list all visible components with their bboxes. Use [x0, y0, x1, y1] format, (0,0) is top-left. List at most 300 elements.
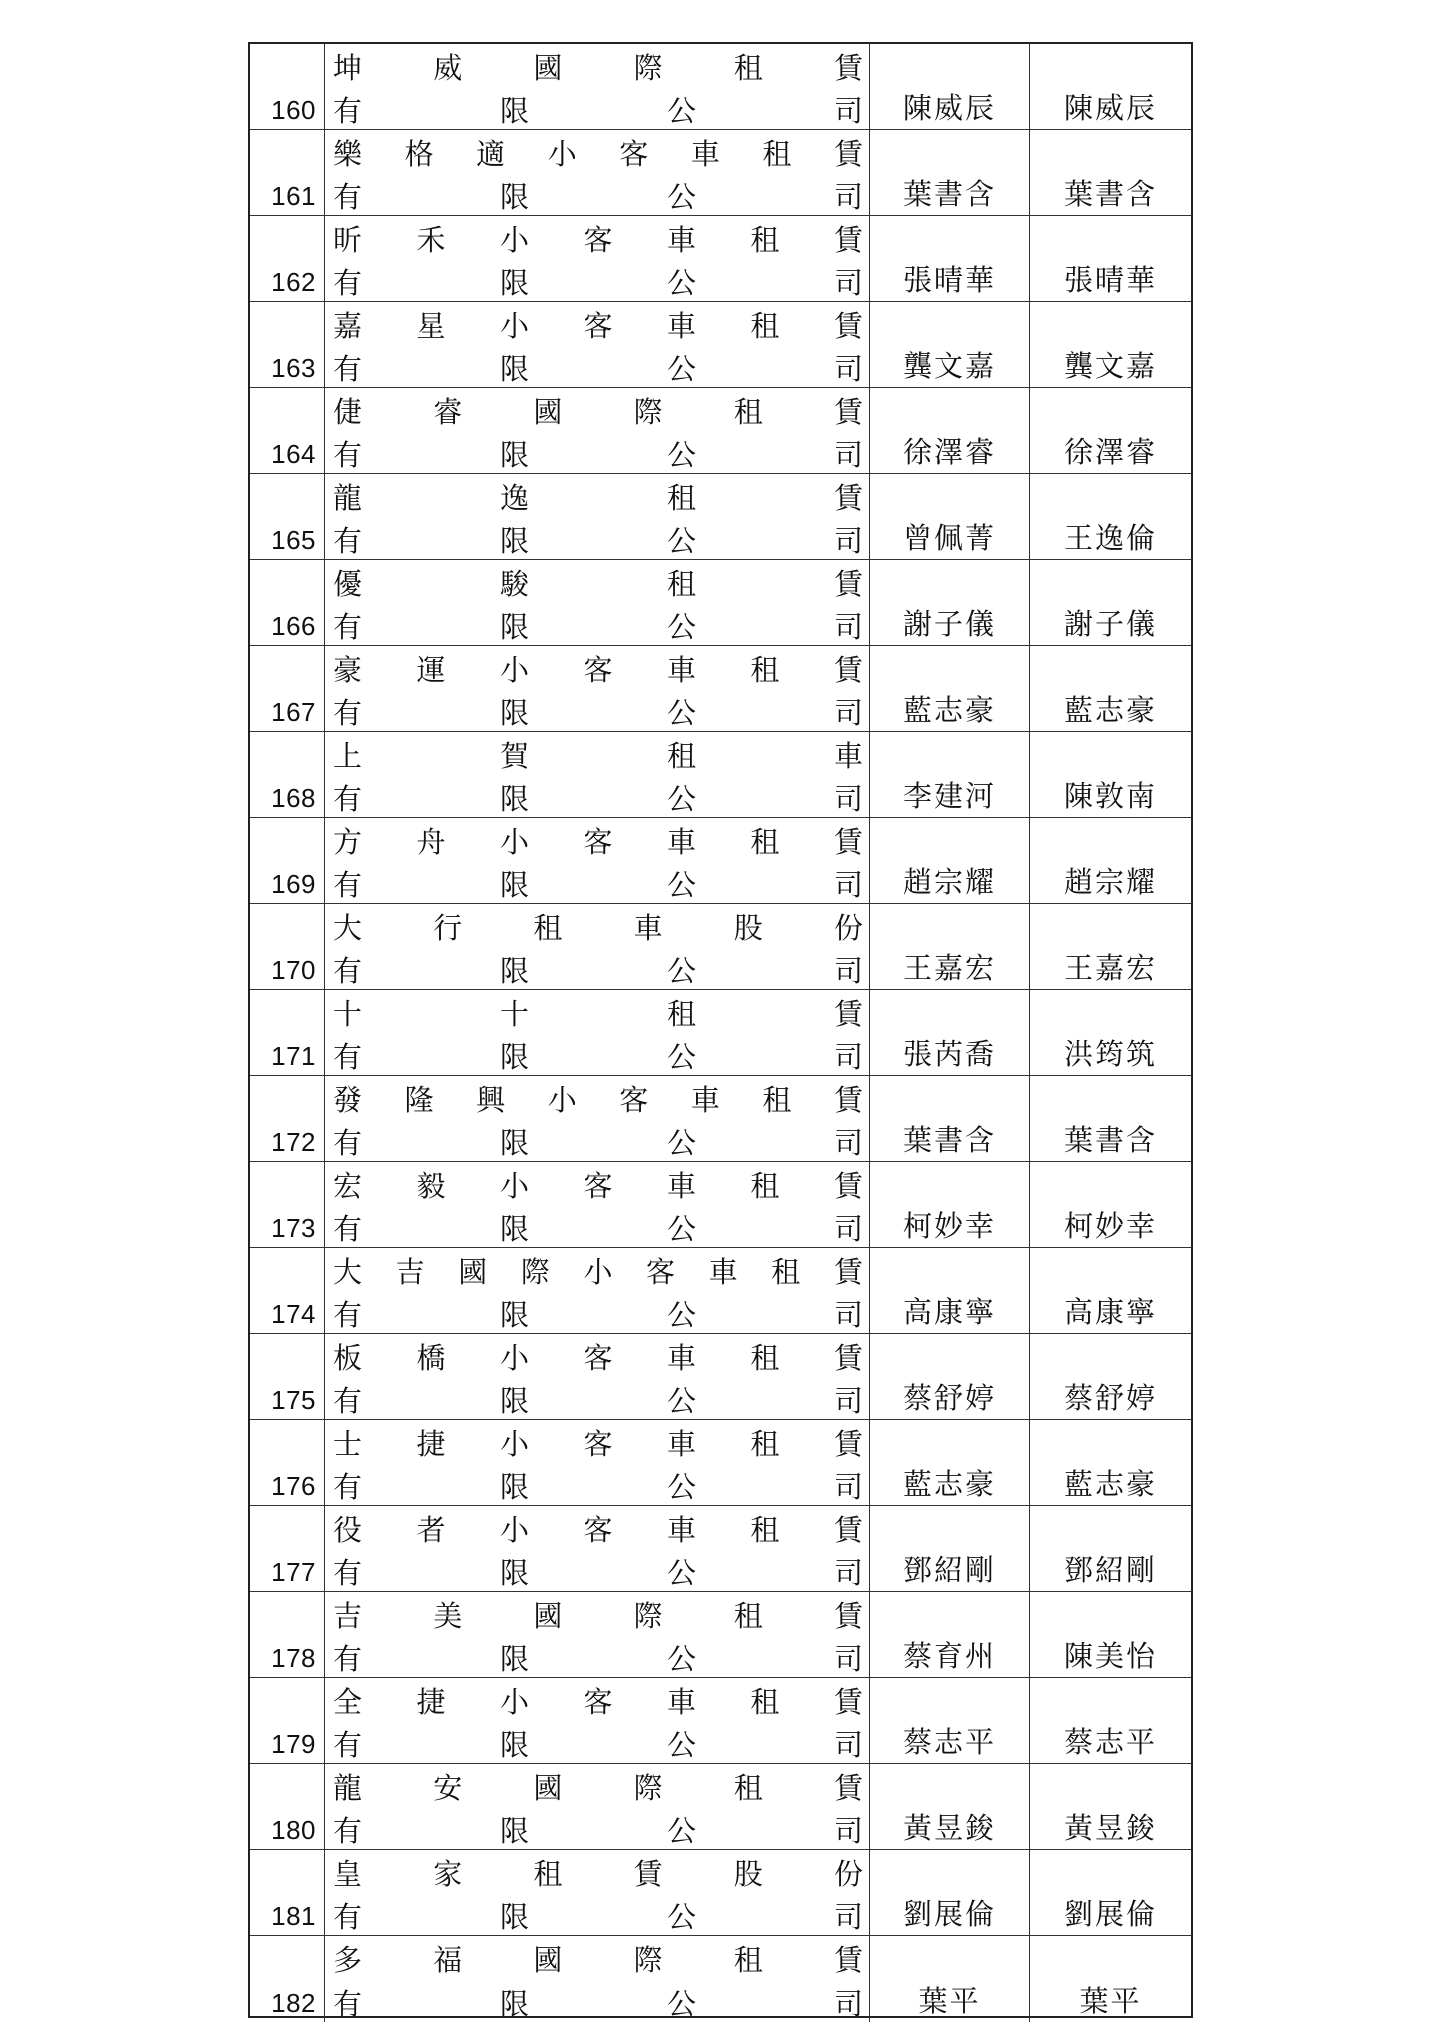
- representative-name: 陳威辰: [902, 91, 996, 125]
- company-name-char: 福: [433, 1942, 463, 1977]
- company-name-cell: [325, 1506, 870, 1591]
- company-name-char: 租: [750, 1684, 780, 1719]
- company-name-char: 限: [499, 1383, 529, 1418]
- company-name-char: 公: [666, 609, 696, 644]
- company-name-char: 賃: [833, 394, 863, 429]
- row-number-cell: [250, 1678, 325, 1763]
- company-name-char: 客: [583, 1340, 613, 1375]
- company-name-cell: [325, 646, 870, 731]
- company-name-char: 司: [833, 1727, 863, 1762]
- company-name-char: 賃: [833, 136, 863, 171]
- company-name-cell: [325, 1764, 870, 1849]
- representative-name: 鄧紹剛: [902, 1553, 996, 1587]
- company-name-char: 有: [333, 1383, 363, 1418]
- company-name-char: 限: [499, 1211, 529, 1246]
- row-number-cell: [250, 1592, 325, 1677]
- company-name-char: 公: [666, 695, 696, 730]
- company-name-char: 租: [750, 824, 780, 859]
- company-name-char: 大: [333, 910, 363, 945]
- representative-cell: [870, 1506, 1030, 1591]
- company-name-line-1: [333, 304, 863, 344]
- company-name-char: 租: [750, 1340, 780, 1375]
- signatory-name: 黃昱鋑: [1063, 1811, 1157, 1845]
- row-number: 174: [271, 1299, 316, 1329]
- company-name-char: 賃: [833, 652, 863, 687]
- company-name-char: 賃: [633, 1856, 663, 1891]
- signatory-name: 藍志豪: [1063, 693, 1157, 727]
- signatory-name: 趙宗耀: [1063, 865, 1157, 899]
- company-name-char: 小: [547, 1082, 577, 1117]
- row-number-cell: [250, 1334, 325, 1419]
- company-name-char: 小: [499, 222, 529, 257]
- company-name-line-2: [333, 433, 863, 473]
- row-number: 178: [271, 1643, 316, 1673]
- company-name-char: 坤: [333, 50, 363, 85]
- signatory-name: 陳敦南: [1063, 779, 1157, 813]
- row-number-cell: [250, 130, 325, 215]
- company-name-char: 客: [583, 222, 613, 257]
- company-name-cell: [325, 1162, 870, 1247]
- company-name-char: 格: [404, 136, 434, 171]
- representative-name: 蔡志平: [902, 1725, 996, 1759]
- company-name-char: 限: [499, 867, 529, 902]
- company-name-char: 役: [333, 1512, 363, 1547]
- row-number: 160: [271, 95, 316, 125]
- representative-name: 曾佩菁: [902, 521, 996, 555]
- row-number-cell: [250, 1420, 325, 1505]
- company-name-char: 宏: [333, 1168, 363, 1203]
- table-row: [250, 904, 1191, 990]
- company-name-char: 吉: [395, 1254, 425, 1289]
- company-name-char: 車: [690, 1082, 720, 1117]
- signatory-name: 龔文嘉: [1063, 349, 1157, 383]
- row-number: 181: [271, 1901, 316, 1931]
- representative-name: 藍志豪: [902, 1467, 996, 1501]
- representative-name: 張晴華: [902, 263, 996, 297]
- company-name-char: 國: [458, 1254, 488, 1289]
- row-number: 166: [271, 611, 316, 641]
- company-name-char: 士: [333, 1426, 363, 1461]
- row-number-cell: [250, 1076, 325, 1161]
- company-name-char: 公: [666, 437, 696, 472]
- signatory-name: 葉書含: [1063, 1123, 1157, 1157]
- representative-name: 葉書含: [902, 177, 996, 211]
- company-name-char: 小: [499, 308, 529, 343]
- company-name-char: 賃: [833, 1942, 863, 1977]
- company-name-char: 美: [433, 1598, 463, 1633]
- representative-name: 張芮喬: [902, 1037, 996, 1071]
- company-name-char: 租: [750, 1512, 780, 1547]
- signatory-name: 葉平: [1079, 1984, 1142, 2018]
- company-name-line-1: [333, 906, 863, 946]
- company-name-char: 公: [666, 1813, 696, 1848]
- signatory-cell: [1030, 1592, 1191, 1677]
- table-row: [250, 560, 1191, 646]
- company-name-char: 車: [666, 222, 696, 257]
- company-name-char: 有: [333, 1039, 363, 1074]
- company-name-cell: [325, 818, 870, 903]
- company-name-char: 安: [433, 1770, 463, 1805]
- company-name-char: 大: [333, 1254, 363, 1289]
- row-number-cell: [250, 818, 325, 903]
- company-name-char: 車: [666, 652, 696, 687]
- row-number: 179: [271, 1729, 316, 1759]
- company-name-char: 賃: [833, 308, 863, 343]
- company-name-char: 租: [762, 1082, 792, 1117]
- company-name-line-2: [333, 1035, 863, 1075]
- company-name-char: 逸: [499, 480, 529, 515]
- company-name-char: 限: [499, 1641, 529, 1676]
- company-name-char: 賃: [833, 222, 863, 257]
- company-name-char: 公: [666, 1727, 696, 1762]
- representative-name: 謝子儀: [902, 607, 996, 641]
- company-name-char: 租: [666, 566, 696, 601]
- company-name-char: 限: [499, 93, 529, 128]
- company-name-char: 客: [583, 824, 613, 859]
- representative-name: 劉展倫: [902, 1897, 996, 1931]
- company-name-char: 小: [499, 1512, 529, 1547]
- company-name-char: 司: [833, 1986, 863, 2021]
- row-number-cell: [250, 1162, 325, 1247]
- company-name-char: 禾: [416, 222, 446, 257]
- company-name-cell: [325, 1592, 870, 1677]
- company-name-char: 股: [733, 910, 763, 945]
- signatory-name: 謝子儀: [1063, 607, 1157, 641]
- table-row: [250, 216, 1191, 302]
- row-number: 170: [271, 955, 316, 985]
- row-number-cell: [250, 646, 325, 731]
- company-name-char: 司: [833, 953, 863, 988]
- company-name-cell: [325, 1936, 870, 2022]
- company-name-char: 國: [533, 1770, 563, 1805]
- company-name-line-1: [333, 476, 863, 516]
- row-number-cell: [250, 44, 325, 129]
- company-name-cell: [325, 130, 870, 215]
- company-name-char: 司: [833, 1555, 863, 1590]
- signatory-name: 張晴華: [1063, 263, 1157, 297]
- company-name-char: 限: [499, 437, 529, 472]
- company-name-char: 公: [666, 867, 696, 902]
- table-row: [250, 388, 1191, 474]
- row-number-cell: [250, 1764, 325, 1849]
- company-name-char: 公: [666, 93, 696, 128]
- company-name-char: 小: [499, 1684, 529, 1719]
- signatory-cell: [1030, 732, 1191, 817]
- company-name-char: 捷: [416, 1684, 446, 1719]
- company-name-char: 租: [666, 996, 696, 1031]
- company-name-line-1: [333, 1164, 863, 1204]
- representative-cell: [870, 1420, 1030, 1505]
- signatory-cell: [1030, 474, 1191, 559]
- company-name-char: 客: [583, 1426, 613, 1461]
- company-name-line-2: [333, 605, 863, 645]
- company-name-char: 車: [633, 910, 663, 945]
- company-name-char: 車: [666, 1340, 696, 1375]
- company-name-char: 賃: [833, 1340, 863, 1375]
- company-name-cell: [325, 44, 870, 129]
- representative-name: 葉書含: [902, 1123, 996, 1157]
- company-name-char: 司: [833, 695, 863, 730]
- row-number-cell: [250, 1936, 325, 2022]
- company-name-line-1: [333, 648, 863, 688]
- company-name-char: 租: [750, 308, 780, 343]
- company-name-line-2: [333, 1809, 863, 1849]
- company-name-line-1: [333, 734, 863, 774]
- company-name-char: 租: [733, 1598, 763, 1633]
- row-number-cell: [250, 732, 325, 817]
- company-name-line-2: [333, 519, 863, 559]
- company-name-char: 有: [333, 523, 363, 558]
- representative-name: 柯妙幸: [902, 1209, 996, 1243]
- company-name-char: 有: [333, 609, 363, 644]
- company-name-char: 租: [762, 136, 792, 171]
- signatory-name: 王嘉宏: [1063, 951, 1157, 985]
- company-name-char: 司: [833, 1383, 863, 1418]
- company-name-cell: [325, 904, 870, 989]
- company-name-char: 客: [583, 308, 613, 343]
- company-name-char: 限: [499, 1555, 529, 1590]
- company-name-line-1: [333, 992, 863, 1032]
- representative-cell: [870, 560, 1030, 645]
- company-name-cell: [325, 216, 870, 301]
- company-name-char: 租: [533, 1856, 563, 1891]
- company-name-line-1: [333, 1336, 863, 1376]
- company-name-char: 限: [499, 265, 529, 300]
- company-name-char: 有: [333, 437, 363, 472]
- company-name-char: 小: [547, 136, 577, 171]
- representative-name: 葉平: [918, 1984, 981, 2018]
- table-row: [250, 1592, 1191, 1678]
- signatory-name: 陳威辰: [1063, 91, 1157, 125]
- representative-cell: [870, 388, 1030, 473]
- company-name-char: 租: [666, 738, 696, 773]
- company-name-line-2: [333, 1293, 863, 1333]
- company-name-char: 有: [333, 265, 363, 300]
- table-row: [250, 1076, 1191, 1162]
- company-name-char: 有: [333, 351, 363, 386]
- company-name-char: 有: [333, 179, 363, 214]
- company-name-char: 駿: [499, 566, 529, 601]
- company-name-line-2: [333, 863, 863, 903]
- company-name-char: 國: [533, 50, 563, 85]
- signatory-cell: [1030, 216, 1191, 301]
- signatory-cell: [1030, 1334, 1191, 1419]
- company-name-char: 公: [666, 523, 696, 558]
- company-name-char: 車: [666, 1684, 696, 1719]
- company-name-char: 客: [583, 1512, 613, 1547]
- representative-name: 黃昱鋑: [902, 1811, 996, 1845]
- company-name-char: 客: [646, 1254, 676, 1289]
- company-name-char: 賃: [833, 1598, 863, 1633]
- company-name-char: 限: [499, 1469, 529, 1504]
- row-number: 180: [271, 1815, 316, 1845]
- company-name-line-2: [333, 1982, 863, 2022]
- company-name-char: 舟: [416, 824, 446, 859]
- row-number: 167: [271, 697, 316, 727]
- company-name-char: 際: [633, 1770, 663, 1805]
- company-name-char: 限: [499, 1727, 529, 1762]
- company-name-char: 限: [499, 1125, 529, 1160]
- company-name-char: 有: [333, 1555, 363, 1590]
- company-name-char: 租: [733, 1942, 763, 1977]
- company-name-cell: [325, 990, 870, 1075]
- company-name-char: 限: [499, 609, 529, 644]
- table-row: [250, 1420, 1191, 1506]
- signatory-cell: [1030, 646, 1191, 731]
- company-name-line-2: [333, 1723, 863, 1763]
- company-name-cell: [325, 1678, 870, 1763]
- representative-cell: [870, 1162, 1030, 1247]
- company-name-char: 車: [690, 136, 720, 171]
- representative-cell: [870, 1850, 1030, 1935]
- signatory-name: 葉書含: [1063, 177, 1157, 211]
- company-name-char: 限: [499, 781, 529, 816]
- company-name-char: 十: [499, 996, 529, 1031]
- signatory-name: 陳美怡: [1063, 1639, 1157, 1673]
- row-number-cell: [250, 302, 325, 387]
- table-row: [250, 1850, 1191, 1936]
- company-name-char: 限: [499, 351, 529, 386]
- company-name-char: 小: [499, 1340, 529, 1375]
- company-name-char: 司: [833, 1641, 863, 1676]
- company-name-cell: [325, 474, 870, 559]
- company-name-char: 有: [333, 93, 363, 128]
- company-name-line-2: [333, 1551, 863, 1591]
- company-name-char: 毅: [416, 1168, 446, 1203]
- representative-cell: [870, 216, 1030, 301]
- company-name-line-2: [333, 1895, 863, 1935]
- company-name-line-2: [333, 777, 863, 817]
- company-name-line-2: [333, 1379, 863, 1419]
- company-name-char: 租: [733, 394, 763, 429]
- table-row: [250, 1678, 1191, 1764]
- company-name-char: 租: [533, 910, 563, 945]
- company-name-line-1: [333, 1594, 863, 1634]
- company-name-char: 際: [633, 1942, 663, 1977]
- company-name-char: 龍: [333, 1770, 363, 1805]
- company-name-char: 小: [499, 652, 529, 687]
- company-name-line-1: [333, 1078, 863, 1118]
- row-number: 169: [271, 869, 316, 899]
- company-name-char: 樂: [333, 136, 363, 171]
- signatory-name: 高康寧: [1063, 1295, 1157, 1329]
- company-name-char: 公: [666, 1297, 696, 1332]
- table-row: [250, 1248, 1191, 1334]
- company-name-line-2: [333, 1121, 863, 1161]
- table-row: [250, 44, 1191, 130]
- company-name-char: 十: [333, 996, 363, 1031]
- company-name-char: 公: [666, 1986, 696, 2021]
- row-number: 161: [271, 181, 316, 211]
- company-name-char: 司: [833, 1899, 863, 1934]
- company-name-char: 限: [499, 1039, 529, 1074]
- company-name-cell: [325, 1420, 870, 1505]
- company-name-cell: [325, 560, 870, 645]
- row-number-cell: [250, 1506, 325, 1591]
- company-name-line-2: [333, 1465, 863, 1505]
- representative-cell: [870, 990, 1030, 1075]
- company-name-char: 公: [666, 1641, 696, 1676]
- company-name-char: 司: [833, 93, 863, 128]
- company-name-char: 豪: [333, 652, 363, 687]
- representative-name: 趙宗耀: [902, 865, 996, 899]
- company-name-char: 龍: [333, 480, 363, 515]
- table-row: [250, 732, 1191, 818]
- company-name-char: 全: [333, 1684, 363, 1719]
- signatory-name: 洪筠筑: [1063, 1037, 1157, 1071]
- company-name-char: 際: [633, 1598, 663, 1633]
- signatory-cell: [1030, 560, 1191, 645]
- company-name-cell: [325, 732, 870, 817]
- representative-cell: [870, 1936, 1030, 2022]
- company-name-char: 客: [619, 136, 649, 171]
- row-number: 168: [271, 783, 316, 813]
- company-name-char: 租: [771, 1254, 801, 1289]
- company-name-char: 賃: [833, 566, 863, 601]
- row-number-cell: [250, 990, 325, 1075]
- company-name-char: 公: [666, 1555, 696, 1590]
- company-name-char: 車: [666, 1512, 696, 1547]
- representative-name: 王嘉宏: [902, 951, 996, 985]
- company-name-char: 車: [666, 824, 696, 859]
- company-name-char: 賃: [833, 50, 863, 85]
- company-name-char: 際: [520, 1254, 550, 1289]
- row-number-cell: [250, 216, 325, 301]
- row-number: 171: [271, 1041, 316, 1071]
- row-number: 163: [271, 353, 316, 383]
- company-name-char: 有: [333, 1899, 363, 1934]
- signatory-cell: [1030, 1764, 1191, 1849]
- company-name-char: 家: [433, 1856, 463, 1891]
- company-name-char: 倢: [333, 394, 363, 429]
- row-number-cell: [250, 388, 325, 473]
- row-number: 182: [271, 1988, 316, 2018]
- row-number: 172: [271, 1127, 316, 1157]
- row-number: 164: [271, 439, 316, 469]
- representative-name: 龔文嘉: [902, 349, 996, 383]
- signatory-name: 藍志豪: [1063, 1467, 1157, 1501]
- company-name-char: 公: [666, 953, 696, 988]
- representative-name: 高康寧: [902, 1295, 996, 1329]
- company-name-line-1: [333, 1422, 863, 1462]
- company-name-char: 隆: [404, 1082, 434, 1117]
- company-name-char: 睿: [433, 394, 463, 429]
- company-name-char: 有: [333, 1469, 363, 1504]
- company-name-char: 限: [499, 179, 529, 214]
- company-name-char: 份: [833, 910, 863, 945]
- company-name-line-2: [333, 175, 863, 215]
- company-name-char: 司: [833, 1125, 863, 1160]
- row-number: 165: [271, 525, 316, 555]
- signatory-name: 蔡舒婷: [1063, 1381, 1157, 1415]
- representative-cell: [870, 646, 1030, 731]
- company-name-cell: [325, 302, 870, 387]
- row-number: 162: [271, 267, 316, 297]
- representative-cell: [870, 1592, 1030, 1677]
- company-name-char: 賃: [833, 1770, 863, 1805]
- company-name-char: 租: [750, 222, 780, 257]
- table-row: [250, 1162, 1191, 1248]
- signatory-cell: [1030, 1678, 1191, 1763]
- signatory-cell: [1030, 818, 1191, 903]
- company-name-char: 司: [833, 1039, 863, 1074]
- representative-cell: [870, 474, 1030, 559]
- company-name-char: 租: [750, 1426, 780, 1461]
- company-name-char: 公: [666, 781, 696, 816]
- table-row: [250, 130, 1191, 216]
- company-name-char: 司: [833, 1211, 863, 1246]
- company-name-char: 限: [499, 1297, 529, 1332]
